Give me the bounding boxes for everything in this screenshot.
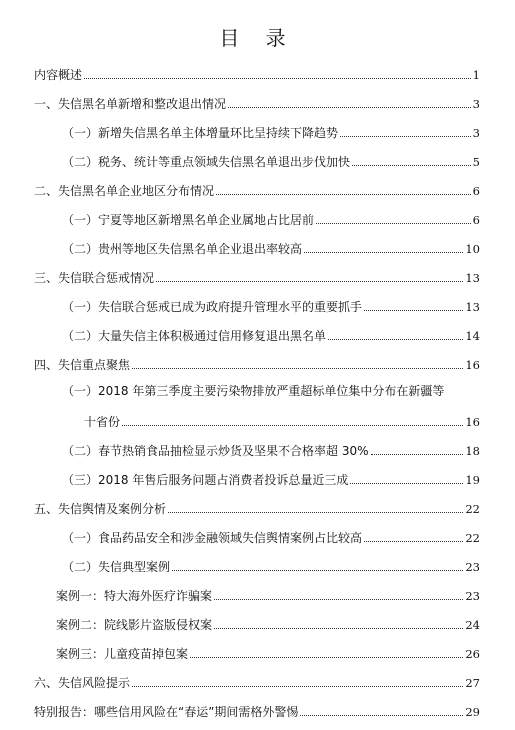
- toc-entry-wrapped[interactable]: [62, 384, 444, 398]
- toc-entry-label: 内容概述: [34, 68, 83, 82]
- toc-entry[interactable]: [62, 238, 480, 256]
- dot-leader: [172, 570, 463, 571]
- dot-leader: [84, 78, 471, 79]
- toc-entry-page: 13: [465, 271, 480, 285]
- toc-entry-page: 16: [465, 415, 480, 429]
- toc-entry-page: 1: [472, 68, 480, 82]
- toc-entry-label: 一、失信黑名单新增和整改退出情况: [34, 97, 227, 111]
- dot-leader: [216, 194, 471, 195]
- toc-entry[interactable]: [34, 498, 480, 516]
- dot-leader: [132, 368, 463, 369]
- toc-entry-page: 23: [465, 589, 480, 603]
- toc-entry[interactable]: [62, 325, 480, 343]
- toc-entry-page: 3: [472, 126, 480, 140]
- toc-entry-label: 五、失信舆情及案例分析: [34, 502, 167, 516]
- toc-entry-page: 13: [465, 300, 480, 314]
- toc-entry[interactable]: [56, 643, 480, 661]
- toc-entry-label: 三、失信联合惩戒情况: [34, 271, 155, 285]
- toc-entry[interactable]: [84, 411, 480, 429]
- dot-leader: [371, 454, 464, 455]
- toc-entry[interactable]: [62, 440, 480, 458]
- toc-entry-page: 6: [472, 213, 480, 227]
- dot-leader: [316, 223, 471, 224]
- dot-leader: [156, 281, 463, 282]
- toc-entry-page: 16: [465, 358, 480, 372]
- toc-entry[interactable]: [62, 151, 480, 169]
- dot-leader: [214, 599, 463, 600]
- toc-entry[interactable]: [34, 354, 480, 372]
- toc-entry-page: 5: [472, 155, 480, 169]
- toc-entry-label: （一）食品药品安全和涉金融领域失信舆情案例占比较高: [62, 531, 363, 545]
- toc-entry-label: （一）新增失信黑名单主体增量环比呈持续下降趋势: [62, 126, 339, 140]
- dot-leader: [122, 425, 463, 426]
- toc-entry-label: （一）宁夏等地区新增黑名单企业属地占比居前: [62, 213, 315, 227]
- toc-entry-label: （三）2018 年售后服务问题占消费者投诉总量近三成: [62, 473, 349, 487]
- toc-entry[interactable]: [34, 64, 480, 82]
- toc-entry-label: 六、失信风险提示: [34, 676, 131, 690]
- toc-entry[interactable]: [62, 527, 480, 545]
- dot-leader: [190, 657, 463, 658]
- toc-entry-page: 29: [465, 705, 480, 719]
- toc-entry-label: 案例三：儿童疫苗掉包案: [56, 647, 189, 661]
- toc-entry-page: 10: [465, 242, 480, 256]
- toc-entry-label: （二）税务、统计等重点领域失信黑名单退出步伐加快: [62, 155, 351, 169]
- dot-leader: [214, 628, 463, 629]
- toc-entry-label: （二）大量失信主体积极通过信用修复退出黑名单: [62, 329, 327, 343]
- toc-entry-page: 18: [465, 444, 480, 458]
- dot-leader: [340, 136, 471, 137]
- toc-entry[interactable]: [34, 267, 480, 285]
- toc-entry[interactable]: [56, 614, 480, 632]
- dot-leader: [364, 541, 463, 542]
- dot-leader: [168, 512, 463, 513]
- toc-entry-label: 案例一：特大海外医疗诈骗案: [56, 589, 213, 603]
- toc-entry[interactable]: [34, 701, 480, 719]
- dot-leader: [350, 483, 463, 484]
- toc-entry-page: 14: [465, 329, 480, 343]
- toc-entry[interactable]: [34, 672, 480, 690]
- toc-entry-label: （一）失信联合惩戒已成为政府提升管理水平的重要抓手: [62, 300, 363, 314]
- toc-entry[interactable]: [34, 180, 480, 198]
- toc-entry-page: 19: [465, 473, 480, 487]
- toc-entry-label: 案例二：院线影片盗版侵权案: [56, 618, 213, 632]
- toc-entry-label: 特别报告：哪些信用风险在“春运”期间需格外警惕: [34, 705, 299, 719]
- toc-entry[interactable]: [62, 469, 480, 487]
- page-title: 目 录: [219, 26, 296, 50]
- toc-entry-label: 四、失信重点聚焦: [34, 358, 131, 372]
- toc-entry[interactable]: [62, 296, 480, 314]
- dot-leader: [228, 107, 471, 108]
- toc-entry-page: 27: [465, 676, 480, 690]
- toc-entry[interactable]: [34, 93, 480, 111]
- toc-entry-page: 24: [465, 618, 480, 632]
- toc-entry-page: 26: [465, 647, 480, 661]
- toc-entry[interactable]: [62, 122, 480, 140]
- toc-entry[interactable]: [56, 585, 480, 603]
- toc-entry-page: 22: [465, 531, 480, 545]
- toc-entry-page: 6: [472, 184, 480, 198]
- toc-entry-page: 23: [465, 560, 480, 574]
- toc-entry-label: 二、失信黑名单企业地区分布情况: [34, 184, 215, 198]
- toc-entry-label: 十省份: [84, 415, 121, 429]
- toc-entry[interactable]: [62, 556, 480, 574]
- toc-entry-label: （二）贵州等地区失信黑名单企业退出率较高: [62, 242, 303, 256]
- dot-leader: [352, 165, 471, 166]
- toc-entry-page: 3: [472, 97, 480, 111]
- dot-leader: [304, 252, 463, 253]
- dot-leader: [328, 339, 463, 340]
- dot-leader: [364, 310, 463, 311]
- toc-entry-page: 22: [465, 502, 480, 516]
- toc-entry-label: （一）2018 年第三季度主要污染物排放严重超标单位集中分布在新疆等: [62, 384, 445, 398]
- toc-entry-label: （二）春节热销食品抽检显示炒货及坚果不合格率超 30%: [62, 444, 369, 458]
- toc-entry-label: （二）失信典型案例: [62, 560, 171, 574]
- dot-leader: [132, 686, 463, 687]
- dot-leader: [300, 715, 463, 716]
- toc-entry[interactable]: [62, 209, 480, 227]
